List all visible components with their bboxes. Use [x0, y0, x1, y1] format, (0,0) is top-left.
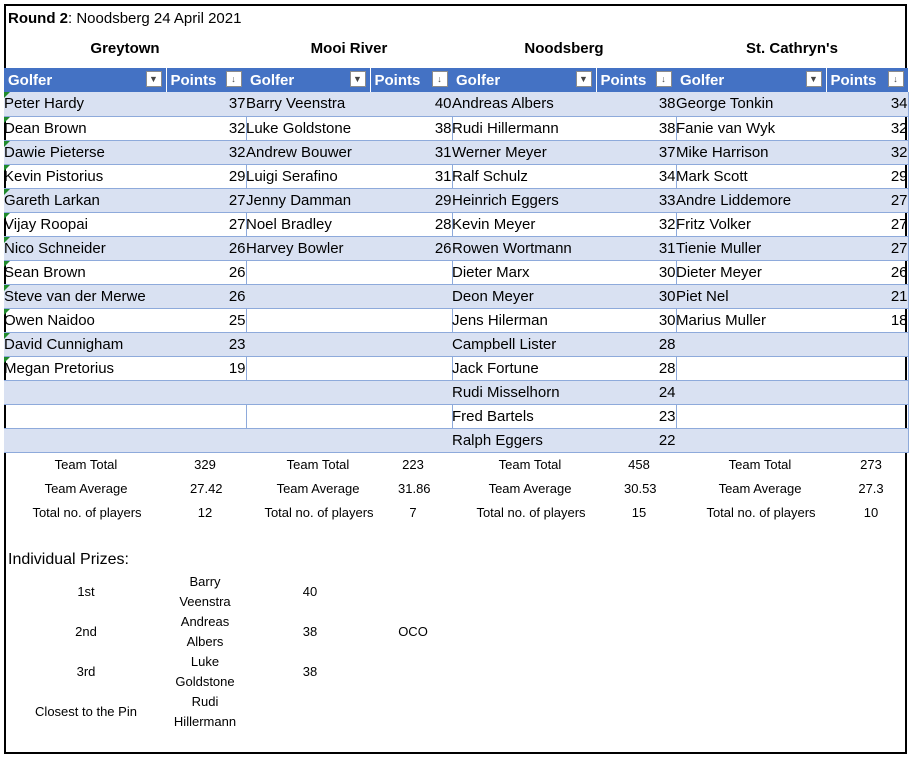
table-row — [4, 236, 246, 260]
points-cell[interactable]: 27 — [166, 188, 246, 212]
golfer-name-cell[interactable]: Andreas Albers — [452, 92, 596, 116]
table-row — [452, 236, 676, 260]
points-cell[interactable]: 31 — [370, 140, 452, 164]
error-indicator-icon — [4, 213, 10, 219]
points-cell[interactable] — [826, 332, 908, 356]
table-row — [246, 236, 452, 260]
table-row — [4, 164, 246, 188]
points-cell[interactable]: 32 — [166, 140, 246, 164]
golfer-name-cell[interactable]: Fanie van Wyk — [676, 116, 826, 140]
golfer-name-cell[interactable]: Werner Meyer — [452, 140, 596, 164]
summary-label-total: Team Total — [728, 457, 792, 472]
golfer-name-cell[interactable]: Fred Bartels — [452, 404, 596, 428]
summary-label-count: Total no. of players — [32, 505, 142, 520]
table-row — [246, 140, 452, 164]
points-cell[interactable] — [370, 332, 452, 356]
error-indicator-icon — [4, 141, 10, 147]
prize-winner-first-name: Barry — [189, 574, 221, 589]
table-row — [452, 284, 676, 308]
golfer-name-cell[interactable] — [246, 308, 370, 332]
table-row — [4, 308, 246, 332]
summary-value-average: 31.86 — [398, 481, 431, 496]
golfer-name-cell[interactable] — [676, 332, 826, 356]
golfer-name-cell[interactable] — [4, 380, 166, 404]
prize-note: OCO — [398, 624, 428, 639]
summary-label-average: Team Average — [44, 481, 128, 496]
golfer-name-cell[interactable]: Dean Brown — [4, 116, 166, 140]
golfer-name-cell[interactable] — [246, 332, 370, 356]
prize-place: 1st — [77, 584, 95, 599]
table-row — [4, 212, 246, 236]
points-cell[interactable]: 24 — [596, 380, 676, 404]
golfer-name-cell[interactable]: Mark Scott — [676, 164, 826, 188]
table-row — [676, 92, 908, 116]
points-cell[interactable]: 23 — [596, 404, 676, 428]
summary-label-total: Team Total — [498, 457, 562, 472]
golfer-name-cell[interactable]: Kevin Pistorius — [4, 164, 166, 188]
team-table-1 — [246, 68, 453, 453]
summary-value-count: 15 — [631, 505, 647, 520]
points-cell[interactable]: 26 — [166, 260, 246, 284]
golfer-name-cell[interactable]: Jack Fortune — [452, 356, 596, 380]
prize-winner-last-name: Albers — [186, 634, 224, 649]
prize-place: 3rd — [76, 664, 96, 679]
table-row — [246, 404, 452, 428]
golfer-name-cell[interactable] — [4, 428, 166, 452]
filter-dropdown-icon[interactable]: ▼ — [576, 71, 592, 87]
golfer-name-cell[interactable]: Deon Meyer — [452, 284, 596, 308]
golfer-name-cell[interactable]: Rudi Misselhorn — [452, 380, 596, 404]
golfer-name-cell[interactable]: Tienie Muller — [676, 236, 826, 260]
points-cell[interactable]: 29 — [370, 188, 452, 212]
summary-label-average: Team Average — [718, 481, 802, 496]
summary-label-average: Team Average — [488, 481, 572, 496]
points-cell[interactable]: 37 — [596, 140, 676, 164]
prize-winner-last-name: Veenstra — [179, 594, 231, 609]
points-cell[interactable]: 37 — [166, 92, 246, 116]
filter-dropdown-icon[interactable]: ▼ — [146, 71, 162, 87]
points-cell[interactable]: 18 — [826, 308, 908, 332]
golfer-name-cell[interactable]: Dieter Meyer — [676, 260, 826, 284]
golfer-name-cell[interactable] — [246, 356, 370, 380]
golfer-name-cell[interactable]: Heinrich Eggers — [452, 188, 596, 212]
table-row — [676, 332, 908, 356]
points-cell[interactable]: 28 — [596, 332, 676, 356]
points-cell[interactable]: 26 — [826, 260, 908, 284]
table-row — [452, 356, 676, 380]
golfer-name-cell[interactable]: Rowen Wortmann — [452, 236, 596, 260]
golfer-name-cell[interactable]: Harvey Bowler — [246, 236, 370, 260]
golfer-name-cell[interactable]: Steve van der Merwe — [4, 284, 166, 308]
points-column-header[interactable]: Points ↓ — [370, 68, 452, 92]
golfer-name-cell[interactable]: Gareth Larkan — [4, 188, 166, 212]
table-row — [452, 404, 676, 428]
table-row — [4, 92, 246, 116]
golfer-name-cell[interactable] — [676, 428, 826, 452]
points-column-header[interactable]: Points ↓ — [826, 68, 908, 92]
points-cell[interactable]: 32 — [596, 212, 676, 236]
error-indicator-icon — [4, 237, 10, 243]
prize-winner-last-name: Hillermann — [173, 714, 237, 729]
golfer-column-header[interactable]: Golfer ▼ — [452, 68, 596, 92]
golfer-name-cell[interactable] — [246, 284, 370, 308]
golfer-name-cell[interactable]: Dawie Pieterse — [4, 140, 166, 164]
golfer-name-cell[interactable]: Nico Schneider — [4, 236, 166, 260]
points-cell[interactable]: 27 — [166, 212, 246, 236]
points-cell[interactable]: 23 — [166, 332, 246, 356]
table-row — [452, 380, 676, 404]
prize-winner-last-name: Goldstone — [175, 674, 235, 689]
table-row — [452, 260, 676, 284]
club-header-greytown: Greytown — [90, 40, 160, 57]
golfer-name-cell[interactable] — [246, 404, 370, 428]
table-row — [676, 236, 908, 260]
golfer-name-cell[interactable] — [246, 380, 370, 404]
round-title: Round 2: Noodsberg 24 April 2021 — [8, 10, 242, 27]
error-indicator-icon — [4, 333, 10, 339]
golfer-name-cell[interactable]: Ralph Eggers — [452, 428, 596, 452]
golfer-name-cell[interactable] — [676, 356, 826, 380]
golfer-name-cell[interactable] — [246, 428, 370, 452]
table-row — [452, 188, 676, 212]
summary-value-average: 27.42 — [190, 481, 223, 496]
club-header-mooi-river: Mooi River — [310, 40, 388, 57]
team-table-2 — [452, 68, 677, 453]
table-row — [246, 356, 452, 380]
points-cell[interactable] — [826, 380, 908, 404]
summary-value-average: 30.53 — [624, 481, 657, 496]
prize-points: 40 — [302, 584, 318, 599]
summary-label-count: Total no. of players — [476, 505, 586, 520]
points-cell[interactable] — [370, 260, 452, 284]
table-row — [246, 380, 452, 404]
points-cell[interactable]: 25 — [166, 308, 246, 332]
points-cell[interactable]: 22 — [596, 428, 676, 452]
table-row — [4, 188, 246, 212]
table-row — [452, 332, 676, 356]
table-row — [676, 404, 908, 428]
summary-label-count: Total no. of players — [264, 505, 374, 520]
prize-winner-first-name: Andreas — [180, 614, 230, 629]
points-cell[interactable] — [166, 380, 246, 404]
filter-dropdown-icon[interactable]: ▼ — [350, 71, 366, 87]
prize-winner-first-name: Rudi — [191, 694, 219, 709]
points-cell[interactable] — [166, 428, 246, 452]
points-cell[interactable] — [826, 428, 908, 452]
summary-value-count: 12 — [197, 505, 213, 520]
table-row — [452, 212, 676, 236]
table-row — [246, 188, 452, 212]
points-cell[interactable]: 34 — [596, 164, 676, 188]
points-cell[interactable]: 26 — [166, 284, 246, 308]
points-cell[interactable]: 21 — [826, 284, 908, 308]
table-row — [4, 428, 246, 452]
points-cell[interactable]: 33 — [596, 188, 676, 212]
summary-label-average: Team Average — [276, 481, 360, 496]
table-row — [676, 164, 908, 188]
error-indicator-icon — [4, 92, 10, 98]
filter-dropdown-icon[interactable]: ▼ — [806, 71, 822, 87]
points-cell[interactable] — [370, 380, 452, 404]
error-indicator-icon — [4, 261, 10, 267]
summary-value-average: 27.3 — [858, 481, 884, 496]
table-row — [452, 428, 676, 452]
table-row — [246, 212, 452, 236]
golfer-name-cell[interactable]: Luigi Serafino — [246, 164, 370, 188]
points-cell[interactable] — [370, 284, 452, 308]
sort-descending-icon[interactable]: ↓ — [656, 71, 672, 87]
points-cell[interactable]: 30 — [596, 308, 676, 332]
summary-value-total: 273 — [860, 457, 882, 472]
golfer-name-cell[interactable]: Campbell Lister — [452, 332, 596, 356]
points-cell[interactable]: 32 — [166, 116, 246, 140]
table-row — [4, 380, 246, 404]
table-row — [246, 284, 452, 308]
table-row — [246, 332, 452, 356]
golfer-column-header[interactable]: Golfer ▼ — [246, 68, 370, 92]
table-row — [676, 428, 908, 452]
table-row — [246, 428, 452, 452]
table-row — [676, 188, 908, 212]
table-row — [246, 164, 452, 188]
summary-label-count: Total no. of players — [706, 505, 816, 520]
golfer-name-cell[interactable]: Rudi Hillermann — [452, 116, 596, 140]
summary-value-count: 10 — [863, 505, 879, 520]
points-cell[interactable]: 27 — [826, 188, 908, 212]
golfer-name-cell[interactable]: Dieter Marx — [452, 260, 596, 284]
points-cell[interactable]: 32 — [826, 140, 908, 164]
table-row — [676, 356, 908, 380]
sort-descending-icon[interactable]: ↓ — [888, 71, 904, 87]
points-cell[interactable]: 27 — [826, 212, 908, 236]
points-cell[interactable]: 34 — [826, 92, 908, 116]
points-column-header[interactable]: Points ↓ — [596, 68, 676, 92]
table-row — [452, 92, 676, 116]
prize-winner-first-name: Luke — [190, 654, 220, 669]
club-header-noodsberg: Noodsberg — [524, 40, 604, 57]
golfer-name-cell[interactable] — [676, 404, 826, 428]
golfer-name-cell[interactable]: Marius Muller — [676, 308, 826, 332]
table-row — [452, 116, 676, 140]
points-cell[interactable] — [370, 356, 452, 380]
points-cell[interactable]: 28 — [370, 212, 452, 236]
points-cell[interactable]: 32 — [826, 116, 908, 140]
golfer-name-cell[interactable]: Mike Harrison — [676, 140, 826, 164]
golfer-name-cell[interactable]: Owen Naidoo — [4, 308, 166, 332]
error-indicator-icon — [4, 285, 10, 291]
table-row — [452, 140, 676, 164]
points-cell[interactable]: 38 — [596, 116, 676, 140]
table-row — [676, 116, 908, 140]
team-table-0 — [4, 68, 247, 453]
table-row — [676, 284, 908, 308]
golfer-name-cell[interactable]: Piet Nel — [676, 284, 826, 308]
table-row — [676, 380, 908, 404]
table-row — [676, 308, 908, 332]
points-cell[interactable] — [370, 308, 452, 332]
golfer-column-header[interactable]: Golfer ▼ — [676, 68, 826, 92]
summary-label-total: Team Total — [54, 457, 118, 472]
sort-descending-icon[interactable]: ↓ — [432, 71, 448, 87]
table-row — [452, 308, 676, 332]
table-row — [4, 404, 246, 428]
sort-descending-icon[interactable]: ↓ — [226, 71, 242, 87]
points-cell[interactable]: 30 — [596, 284, 676, 308]
golfer-name-cell[interactable] — [4, 404, 166, 428]
prize-place: 2nd — [75, 624, 97, 639]
points-cell[interactable]: 29 — [166, 164, 246, 188]
table-row — [4, 332, 246, 356]
golfer-name-cell[interactable]: Andre Liddemore — [676, 188, 826, 212]
prize-place: Closest to the Pin — [35, 704, 137, 719]
golfer-name-cell[interactable] — [676, 380, 826, 404]
points-cell[interactable]: 28 — [596, 356, 676, 380]
golfer-name-cell[interactable] — [246, 260, 370, 284]
club-header-st-cathryns: St. Cathryn's — [746, 40, 838, 57]
points-cell[interactable] — [166, 404, 246, 428]
table-row — [4, 260, 246, 284]
golfer-name-cell[interactable]: Barry Veenstra — [246, 92, 370, 116]
points-cell[interactable] — [370, 404, 452, 428]
points-cell[interactable]: 26 — [166, 236, 246, 260]
table-row — [676, 140, 908, 164]
error-indicator-icon — [4, 117, 10, 123]
points-cell[interactable]: 30 — [596, 260, 676, 284]
points-cell[interactable]: 38 — [370, 116, 452, 140]
points-cell[interactable]: 26 — [370, 236, 452, 260]
points-cell[interactable]: 31 — [596, 236, 676, 260]
prize-points: 38 — [302, 624, 318, 639]
points-cell[interactable]: 40 — [370, 92, 452, 116]
table-row — [4, 140, 246, 164]
table-row — [246, 308, 452, 332]
error-indicator-icon — [4, 189, 10, 195]
golfer-column-header[interactable]: Golfer ▼ — [4, 68, 166, 92]
golfer-name-cell[interactable]: Jens Hilerman — [452, 308, 596, 332]
table-row — [246, 116, 452, 140]
table-row — [452, 164, 676, 188]
golfer-name-cell[interactable]: Andrew Bouwer — [246, 140, 370, 164]
golfer-name-cell[interactable]: Kevin Meyer — [452, 212, 596, 236]
summary-value-total: 329 — [194, 457, 216, 472]
points-cell[interactable]: 27 — [826, 236, 908, 260]
table-row — [246, 260, 452, 284]
table-row — [246, 92, 452, 116]
error-indicator-icon — [4, 309, 10, 315]
golfer-name-cell[interactable]: Jenny Damman — [246, 188, 370, 212]
team-table-3 — [676, 68, 909, 453]
prize-points: 38 — [302, 664, 318, 679]
error-indicator-icon — [4, 357, 10, 363]
prizes-heading: Individual Prizes: — [8, 551, 129, 568]
golfer-name-cell[interactable]: Fritz Volker — [676, 212, 826, 236]
table-row — [676, 260, 908, 284]
points-cell[interactable] — [826, 404, 908, 428]
golfer-name-cell[interactable]: Peter Hardy — [4, 92, 166, 116]
points-cell[interactable]: 31 — [370, 164, 452, 188]
golfer-name-cell[interactable]: Sean Brown — [4, 260, 166, 284]
table-row — [4, 116, 246, 140]
golfer-name-cell[interactable]: Ralf Schulz — [452, 164, 596, 188]
table-row — [4, 284, 246, 308]
points-column-header[interactable]: Points ↓ — [166, 68, 246, 92]
summary-label-total: Team Total — [286, 457, 350, 472]
golfer-name-cell[interactable]: George Tonkin — [676, 92, 826, 116]
table-row — [4, 356, 246, 380]
summary-value-total: 223 — [402, 457, 424, 472]
points-cell[interactable]: 29 — [826, 164, 908, 188]
golfer-name-cell[interactable]: Megan Pretorius — [4, 356, 166, 380]
points-cell[interactable] — [826, 356, 908, 380]
points-cell[interactable] — [370, 428, 452, 452]
table-row — [676, 212, 908, 236]
summary-value-total: 458 — [628, 457, 650, 472]
golfer-name-cell[interactable]: Luke Goldstone — [246, 116, 370, 140]
golfer-name-cell[interactable]: David Cunnigham — [4, 332, 166, 356]
points-cell[interactable]: 19 — [166, 356, 246, 380]
error-indicator-icon — [4, 165, 10, 171]
golfer-name-cell[interactable]: Vijay Roopai — [4, 212, 166, 236]
summary-value-count: 7 — [409, 505, 417, 520]
golfer-name-cell[interactable]: Noel Bradley — [246, 212, 370, 236]
points-cell[interactable]: 38 — [596, 92, 676, 116]
